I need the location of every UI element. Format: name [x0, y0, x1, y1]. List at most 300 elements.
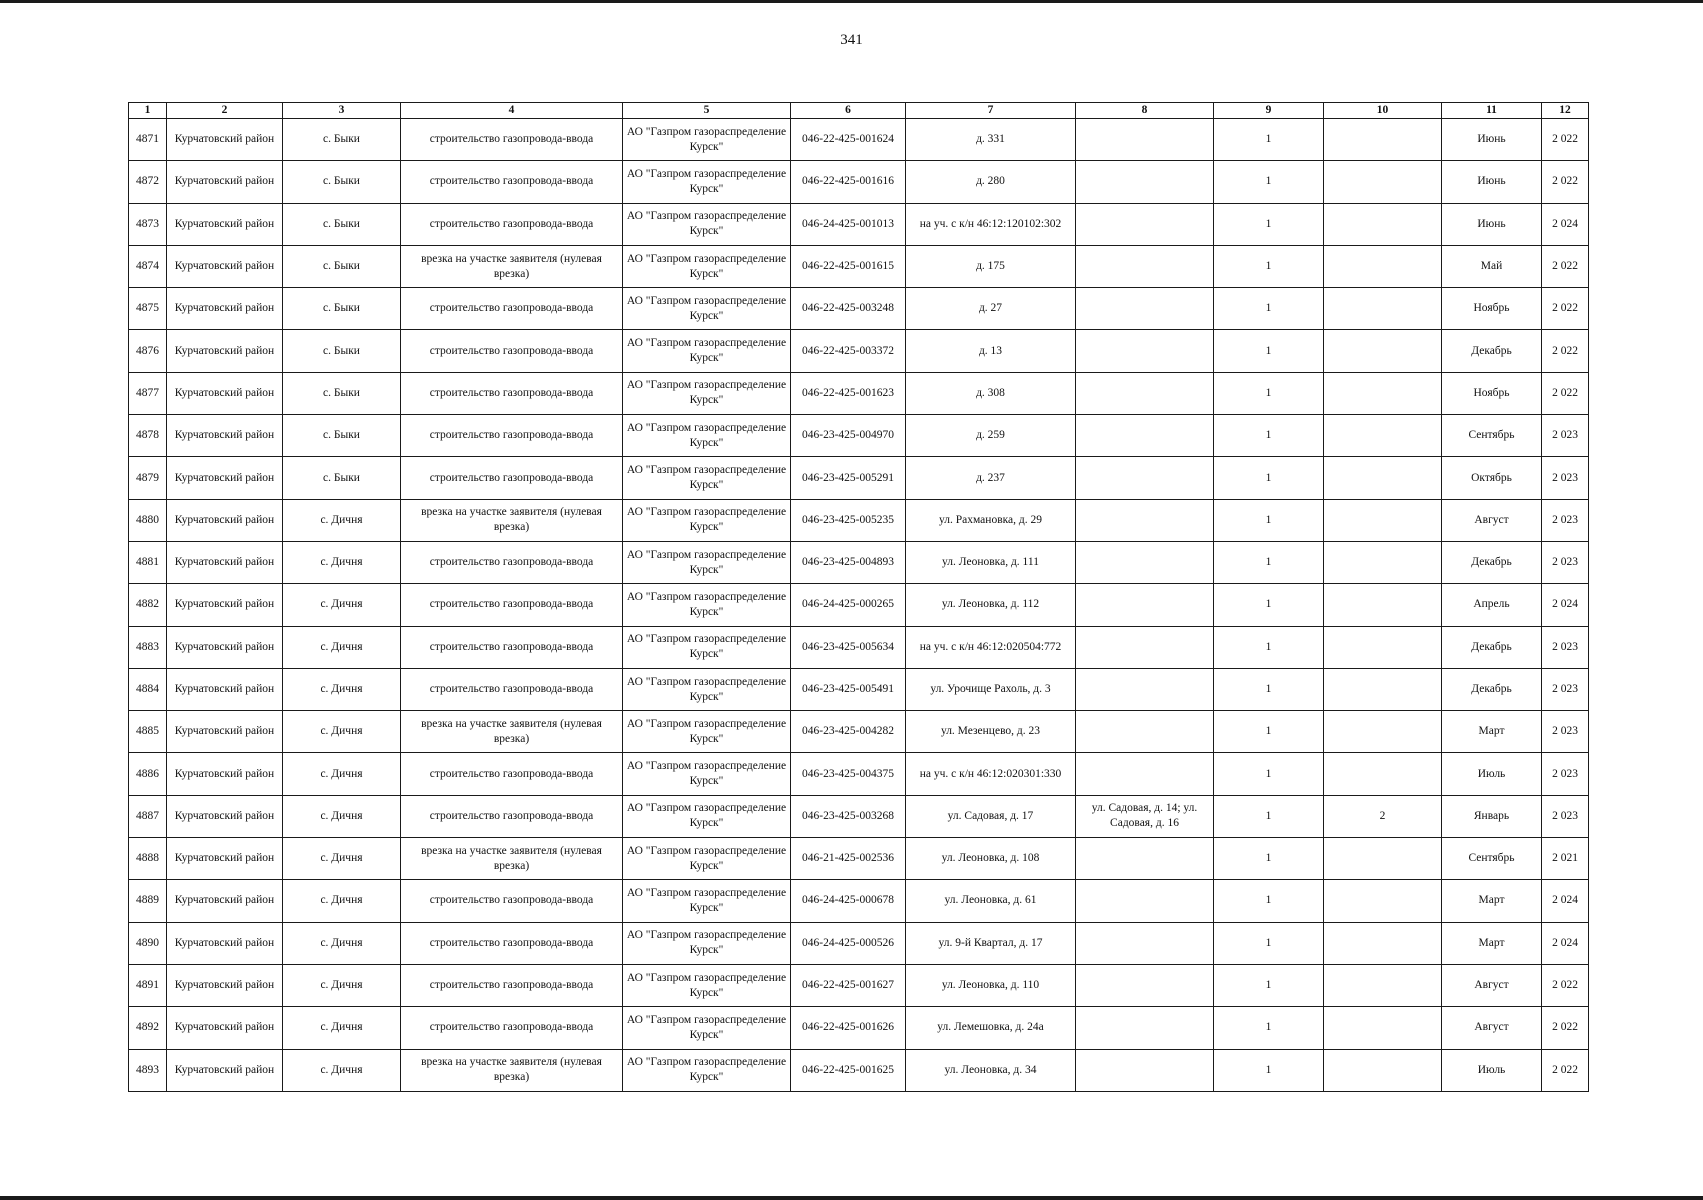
work-type-cell: врезка на участке заявителя (нулевая врезка) — [401, 1049, 623, 1091]
count-cell: 1 — [1214, 288, 1324, 330]
year-cell: 2 022 — [1542, 330, 1589, 372]
row-number-cell: 4879 — [129, 457, 167, 499]
month-cell: Сентябрь — [1442, 415, 1542, 457]
column-10-cell — [1324, 457, 1442, 499]
organization-cell: АО "Газпром газораспределение Курск" — [623, 626, 791, 668]
work-type-cell: строительство газопровода-ввода — [401, 457, 623, 499]
additional-address-cell — [1076, 753, 1214, 795]
count-cell: 1 — [1214, 922, 1324, 964]
registration-code-cell: 046-24-425-000678 — [791, 880, 906, 922]
address-cell: д. 280 — [906, 161, 1076, 203]
month-cell: Апрель — [1442, 584, 1542, 626]
organization-cell: АО "Газпром газораспределение Курск" — [623, 838, 791, 880]
scan-frame-top — [0, 0, 1703, 3]
table-row — [129, 330, 1589, 372]
settlement-cell: с. Дичня — [283, 541, 401, 583]
month-cell: Август — [1442, 964, 1542, 1006]
year-cell: 2 022 — [1542, 119, 1589, 161]
count-cell: 1 — [1214, 541, 1324, 583]
additional-address-cell — [1076, 288, 1214, 330]
year-cell: 2 023 — [1542, 668, 1589, 710]
work-type-cell: строительство газопровода-ввода — [401, 880, 623, 922]
registration-code-cell: 046-22-425-001624 — [791, 119, 906, 161]
year-cell: 2 022 — [1542, 161, 1589, 203]
organization-cell: АО "Газпром газораспределение Курск" — [623, 245, 791, 287]
address-cell: д. 175 — [906, 245, 1076, 287]
work-type-cell: врезка на участке заявителя (нулевая врезка) — [401, 499, 623, 541]
organization-cell: АО "Газпром газораспределение Курск" — [623, 964, 791, 1006]
column-10-cell — [1324, 711, 1442, 753]
month-cell: Декабрь — [1442, 668, 1542, 710]
column-10-cell — [1324, 245, 1442, 287]
settlement-cell: с. Дичня — [283, 711, 401, 753]
year-cell: 2 024 — [1542, 203, 1589, 245]
additional-address-cell — [1076, 499, 1214, 541]
registration-code-cell: 046-22-425-003372 — [791, 330, 906, 372]
year-cell: 2 023 — [1542, 415, 1589, 457]
additional-address-cell — [1076, 964, 1214, 1006]
address-cell: д. 237 — [906, 457, 1076, 499]
count-cell: 1 — [1214, 795, 1324, 837]
count-cell: 1 — [1214, 668, 1324, 710]
registration-code-cell: 046-22-425-001615 — [791, 245, 906, 287]
month-cell: Декабрь — [1442, 541, 1542, 583]
district-cell: Курчатовский район — [167, 795, 283, 837]
work-type-cell: строительство газопровода-ввода — [401, 161, 623, 203]
row-number-cell: 4878 — [129, 415, 167, 457]
column-10-cell — [1324, 753, 1442, 795]
address-cell: ул. Леоновка, д. 61 — [906, 880, 1076, 922]
row-number-cell: 4872 — [129, 161, 167, 203]
work-type-cell: строительство газопровода-ввода — [401, 372, 623, 414]
row-number-cell: 4883 — [129, 626, 167, 668]
column-header-9: 9 — [1214, 103, 1324, 119]
address-cell: ул. Садовая, д. 17 — [906, 795, 1076, 837]
count-cell: 1 — [1214, 203, 1324, 245]
row-number-cell: 4880 — [129, 499, 167, 541]
scan-frame-bottom — [0, 1196, 1703, 1200]
column-10-cell — [1324, 541, 1442, 583]
count-cell: 1 — [1214, 372, 1324, 414]
district-cell: Курчатовский район — [167, 330, 283, 372]
table-row — [129, 161, 1589, 203]
count-cell: 1 — [1214, 499, 1324, 541]
district-cell: Курчатовский район — [167, 499, 283, 541]
registration-code-cell: 046-23-425-004893 — [791, 541, 906, 583]
additional-address-cell — [1076, 245, 1214, 287]
work-type-cell: строительство газопровода-ввода — [401, 626, 623, 668]
work-type-cell: врезка на участке заявителя (нулевая врезка) — [401, 711, 623, 753]
additional-address-cell — [1076, 880, 1214, 922]
column-header-11: 11 — [1442, 103, 1542, 119]
month-cell: Июль — [1442, 753, 1542, 795]
organization-cell: АО "Газпром газораспределение Курск" — [623, 288, 791, 330]
district-cell: Курчатовский район — [167, 668, 283, 710]
row-number-cell: 4881 — [129, 541, 167, 583]
count-cell: 1 — [1214, 880, 1324, 922]
year-cell: 2 022 — [1542, 288, 1589, 330]
district-cell: Курчатовский район — [167, 626, 283, 668]
table-row — [129, 415, 1589, 457]
month-cell: Декабрь — [1442, 330, 1542, 372]
district-cell: Курчатовский район — [167, 288, 283, 330]
count-cell: 1 — [1214, 1007, 1324, 1049]
column-10-cell: 2 — [1324, 795, 1442, 837]
organization-cell: АО "Газпром газораспределение Курск" — [623, 203, 791, 245]
column-10-cell — [1324, 499, 1442, 541]
row-number-cell: 4885 — [129, 711, 167, 753]
address-cell: на уч. с к/н 46:12:020301:330 — [906, 753, 1076, 795]
additional-address-cell — [1076, 1007, 1214, 1049]
registration-code-cell: 046-21-425-002536 — [791, 838, 906, 880]
column-10-cell — [1324, 668, 1442, 710]
settlement-cell: с. Дичня — [283, 1007, 401, 1049]
registration-code-cell: 046-23-425-004375 — [791, 753, 906, 795]
row-number-cell: 4887 — [129, 795, 167, 837]
row-number-cell: 4892 — [129, 1007, 167, 1049]
table-header — [129, 103, 1589, 119]
table-row — [129, 711, 1589, 753]
year-cell: 2 022 — [1542, 1049, 1589, 1091]
count-cell: 1 — [1214, 584, 1324, 626]
table-row — [129, 626, 1589, 668]
table-row — [129, 922, 1589, 964]
address-cell: д. 13 — [906, 330, 1076, 372]
additional-address-cell — [1076, 711, 1214, 753]
district-cell: Курчатовский район — [167, 119, 283, 161]
month-cell: Октябрь — [1442, 457, 1542, 499]
column-header-1: 1 — [129, 103, 167, 119]
table-row — [129, 838, 1589, 880]
work-type-cell: строительство газопровода-ввода — [401, 330, 623, 372]
district-cell: Курчатовский район — [167, 415, 283, 457]
column-header-4: 4 — [401, 103, 623, 119]
district-cell: Курчатовский район — [167, 161, 283, 203]
year-cell: 2 024 — [1542, 922, 1589, 964]
registration-code-cell: 046-22-425-001626 — [791, 1007, 906, 1049]
district-cell: Курчатовский район — [167, 753, 283, 795]
work-type-cell: строительство газопровода-ввода — [401, 415, 623, 457]
work-type-cell: строительство газопровода-ввода — [401, 541, 623, 583]
row-number-cell: 4893 — [129, 1049, 167, 1091]
table-row — [129, 668, 1589, 710]
year-cell: 2 023 — [1542, 626, 1589, 668]
district-cell: Курчатовский район — [167, 711, 283, 753]
address-cell: ул. Мезенцево, д. 23 — [906, 711, 1076, 753]
column-header-12: 12 — [1542, 103, 1589, 119]
address-cell: ул. Урочище Рахоль, д. 3 — [906, 668, 1076, 710]
count-cell: 1 — [1214, 119, 1324, 161]
month-cell: Май — [1442, 245, 1542, 287]
settlement-cell: с. Быки — [283, 415, 401, 457]
month-cell: Июль — [1442, 1049, 1542, 1091]
month-cell: Август — [1442, 499, 1542, 541]
month-cell: Март — [1442, 922, 1542, 964]
address-cell: на уч. с к/н 46:12:020504:772 — [906, 626, 1076, 668]
address-cell: ул. 9-й Квартал, д. 17 — [906, 922, 1076, 964]
registration-code-cell: 046-23-425-004282 — [791, 711, 906, 753]
address-cell: ул. Лемешовка, д. 24а — [906, 1007, 1076, 1049]
district-cell: Курчатовский район — [167, 1049, 283, 1091]
work-type-cell: строительство газопровода-ввода — [401, 1007, 623, 1049]
address-cell: ул. Леоновка, д. 34 — [906, 1049, 1076, 1091]
year-cell: 2 023 — [1542, 711, 1589, 753]
column-10-cell — [1324, 330, 1442, 372]
month-cell: Декабрь — [1442, 626, 1542, 668]
table-row — [129, 288, 1589, 330]
row-number-cell: 4886 — [129, 753, 167, 795]
work-type-cell: врезка на участке заявителя (нулевая врезка) — [401, 245, 623, 287]
count-cell: 1 — [1214, 1049, 1324, 1091]
address-cell: ул. Леоновка, д. 111 — [906, 541, 1076, 583]
count-cell: 1 — [1214, 161, 1324, 203]
organization-cell: АО "Газпром газораспределение Курск" — [623, 499, 791, 541]
table-row — [129, 245, 1589, 287]
address-cell: ул. Рахмановка, д. 29 — [906, 499, 1076, 541]
work-type-cell: строительство газопровода-ввода — [401, 668, 623, 710]
row-number-cell: 4890 — [129, 922, 167, 964]
registration-code-cell: 046-23-425-004970 — [791, 415, 906, 457]
registration-code-cell: 046-24-425-000265 — [791, 584, 906, 626]
column-10-cell — [1324, 1007, 1442, 1049]
table-row — [129, 753, 1589, 795]
month-cell: Июнь — [1442, 119, 1542, 161]
table-row — [129, 203, 1589, 245]
count-cell: 1 — [1214, 626, 1324, 668]
settlement-cell: с. Дичня — [283, 964, 401, 1006]
column-10-cell — [1324, 838, 1442, 880]
settlement-cell: с. Быки — [283, 245, 401, 287]
count-cell: 1 — [1214, 457, 1324, 499]
column-header-5: 5 — [623, 103, 791, 119]
organization-cell: АО "Газпром газораспределение Курск" — [623, 161, 791, 203]
row-number-cell: 4875 — [129, 288, 167, 330]
row-number-cell: 4871 — [129, 119, 167, 161]
column-10-cell — [1324, 880, 1442, 922]
year-cell: 2 022 — [1542, 964, 1589, 1006]
address-cell: д. 27 — [906, 288, 1076, 330]
organization-cell: АО "Газпром газораспределение Курск" — [623, 922, 791, 964]
column-10-cell — [1324, 1049, 1442, 1091]
column-10-cell — [1324, 626, 1442, 668]
row-number-cell: 4873 — [129, 203, 167, 245]
column-header-3: 3 — [283, 103, 401, 119]
additional-address-cell — [1076, 922, 1214, 964]
additional-address-cell — [1076, 668, 1214, 710]
count-cell: 1 — [1214, 330, 1324, 372]
work-type-cell: строительство газопровода-ввода — [401, 753, 623, 795]
district-cell: Курчатовский район — [167, 203, 283, 245]
organization-cell: АО "Газпром газораспределение Курск" — [623, 584, 791, 626]
count-cell: 1 — [1214, 838, 1324, 880]
table-row — [129, 541, 1589, 583]
additional-address-cell — [1076, 541, 1214, 583]
organization-cell: АО "Газпром газораспределение Курск" — [623, 415, 791, 457]
registration-code-cell: 046-22-425-001616 — [791, 161, 906, 203]
column-header-2: 2 — [167, 103, 283, 119]
column-header-8: 8 — [1076, 103, 1214, 119]
count-cell: 1 — [1214, 415, 1324, 457]
year-cell: 2 023 — [1542, 753, 1589, 795]
settlement-cell: с. Дичня — [283, 922, 401, 964]
month-cell: Март — [1442, 880, 1542, 922]
column-10-cell — [1324, 119, 1442, 161]
settlement-cell: с. Дичня — [283, 795, 401, 837]
organization-cell: АО "Газпром газораспределение Курск" — [623, 119, 791, 161]
additional-address-cell — [1076, 415, 1214, 457]
row-number-cell: 4891 — [129, 964, 167, 1006]
settlement-cell: с. Быки — [283, 161, 401, 203]
month-cell: Ноябрь — [1442, 372, 1542, 414]
organization-cell: АО "Газпром газораспределение Курск" — [623, 795, 791, 837]
month-cell: Сентябрь — [1442, 838, 1542, 880]
work-type-cell: строительство газопровода-ввода — [401, 964, 623, 1006]
district-cell: Курчатовский район — [167, 584, 283, 626]
address-cell: ул. Леоновка, д. 112 — [906, 584, 1076, 626]
work-type-cell: строительство газопровода-ввода — [401, 795, 623, 837]
settlement-cell: с. Быки — [283, 457, 401, 499]
additional-address-cell — [1076, 626, 1214, 668]
registration-code-cell: 046-23-425-005491 — [791, 668, 906, 710]
year-cell: 2 023 — [1542, 541, 1589, 583]
row-number-cell: 4882 — [129, 584, 167, 626]
settlement-cell: с. Быки — [283, 119, 401, 161]
organization-cell: АО "Газпром газораспределение Курск" — [623, 541, 791, 583]
column-10-cell — [1324, 922, 1442, 964]
settlement-cell: с. Дичня — [283, 753, 401, 795]
additional-address-cell — [1076, 330, 1214, 372]
row-number-cell: 4889 — [129, 880, 167, 922]
registration-code-cell: 046-23-425-003268 — [791, 795, 906, 837]
year-cell: 2 022 — [1542, 372, 1589, 414]
row-number-cell: 4884 — [129, 668, 167, 710]
additional-address-cell — [1076, 161, 1214, 203]
column-10-cell — [1324, 161, 1442, 203]
additional-address-cell: ул. Садовая, д. 14; ул. Садовая, д. 16 — [1076, 795, 1214, 837]
count-cell: 1 — [1214, 964, 1324, 1006]
year-cell: 2 022 — [1542, 1007, 1589, 1049]
settlement-cell: с. Дичня — [283, 880, 401, 922]
month-cell: Август — [1442, 1007, 1542, 1049]
table-row — [129, 964, 1589, 1006]
month-cell: Июнь — [1442, 203, 1542, 245]
registration-code-cell: 046-22-425-001623 — [791, 372, 906, 414]
organization-cell: АО "Газпром газораспределение Курск" — [623, 1049, 791, 1091]
additional-address-cell — [1076, 119, 1214, 161]
organization-cell: АО "Газпром газораспределение Курск" — [623, 330, 791, 372]
settlement-cell: с. Быки — [283, 330, 401, 372]
settlement-cell: с. Дичня — [283, 584, 401, 626]
settlement-cell: с. Дичня — [283, 1049, 401, 1091]
registry-table — [128, 102, 1589, 1092]
additional-address-cell — [1076, 372, 1214, 414]
additional-address-cell — [1076, 1049, 1214, 1091]
work-type-cell: строительство газопровода-ввода — [401, 119, 623, 161]
additional-address-cell — [1076, 838, 1214, 880]
settlement-cell: с. Дичня — [283, 838, 401, 880]
column-10-cell — [1324, 288, 1442, 330]
settlement-cell: с. Дичня — [283, 626, 401, 668]
address-cell: на уч. с к/н 46:12:120102:302 — [906, 203, 1076, 245]
table-row — [129, 372, 1589, 414]
year-cell: 2 023 — [1542, 499, 1589, 541]
work-type-cell: строительство газопровода-ввода — [401, 203, 623, 245]
work-type-cell: строительство газопровода-ввода — [401, 584, 623, 626]
registration-code-cell: 046-24-425-001013 — [791, 203, 906, 245]
registration-code-cell: 046-22-425-003248 — [791, 288, 906, 330]
organization-cell: АО "Газпром газораспределение Курск" — [623, 457, 791, 499]
column-10-cell — [1324, 415, 1442, 457]
row-number-cell: 4888 — [129, 838, 167, 880]
page-number: 341 — [840, 32, 863, 48]
row-number-cell: 4876 — [129, 330, 167, 372]
organization-cell: АО "Газпром газораспределение Курск" — [623, 753, 791, 795]
district-cell: Курчатовский район — [167, 541, 283, 583]
column-10-cell — [1324, 372, 1442, 414]
organization-cell: АО "Газпром газораспределение Курск" — [623, 668, 791, 710]
district-cell: Курчатовский район — [167, 838, 283, 880]
table-row — [129, 499, 1589, 541]
count-cell: 1 — [1214, 245, 1324, 287]
year-cell: 2 024 — [1542, 880, 1589, 922]
address-cell: д. 308 — [906, 372, 1076, 414]
registration-code-cell: 046-24-425-000526 — [791, 922, 906, 964]
table-body — [129, 119, 1589, 1092]
month-cell: Ноябрь — [1442, 288, 1542, 330]
table-row — [129, 880, 1589, 922]
registration-code-cell: 046-22-425-001625 — [791, 1049, 906, 1091]
organization-cell: АО "Газпром газораспределение Курск" — [623, 711, 791, 753]
work-type-cell: строительство газопровода-ввода — [401, 288, 623, 330]
district-cell: Курчатовский район — [167, 880, 283, 922]
month-cell: Июнь — [1442, 161, 1542, 203]
count-cell: 1 — [1214, 753, 1324, 795]
column-header-10: 10 — [1324, 103, 1442, 119]
work-type-cell: строительство газопровода-ввода — [401, 922, 623, 964]
year-cell: 2 021 — [1542, 838, 1589, 880]
row-number-cell: 4874 — [129, 245, 167, 287]
count-cell: 1 — [1214, 711, 1324, 753]
table-row — [129, 1007, 1589, 1049]
settlement-cell: с. Дичня — [283, 499, 401, 541]
table-row — [129, 1049, 1589, 1091]
settlement-cell: с. Быки — [283, 372, 401, 414]
column-10-cell — [1324, 964, 1442, 1006]
year-cell: 2 022 — [1542, 245, 1589, 287]
district-cell: Курчатовский район — [167, 922, 283, 964]
district-cell: Курчатовский район — [167, 372, 283, 414]
registration-code-cell: 046-23-425-005235 — [791, 499, 906, 541]
registration-code-cell: 046-23-425-005634 — [791, 626, 906, 668]
additional-address-cell — [1076, 457, 1214, 499]
address-cell: д. 331 — [906, 119, 1076, 161]
year-cell: 2 023 — [1542, 457, 1589, 499]
district-cell: Курчатовский район — [167, 245, 283, 287]
column-10-cell — [1324, 584, 1442, 626]
column-header-6: 6 — [791, 103, 906, 119]
column-header-7: 7 — [906, 103, 1076, 119]
month-cell: Январь — [1442, 795, 1542, 837]
year-cell: 2 024 — [1542, 584, 1589, 626]
month-cell: Март — [1442, 711, 1542, 753]
additional-address-cell — [1076, 203, 1214, 245]
additional-address-cell — [1076, 584, 1214, 626]
table-row — [129, 584, 1589, 626]
settlement-cell: с. Дичня — [283, 668, 401, 710]
year-cell: 2 023 — [1542, 795, 1589, 837]
table-row — [129, 795, 1589, 837]
registration-code-cell: 046-22-425-001627 — [791, 964, 906, 1006]
